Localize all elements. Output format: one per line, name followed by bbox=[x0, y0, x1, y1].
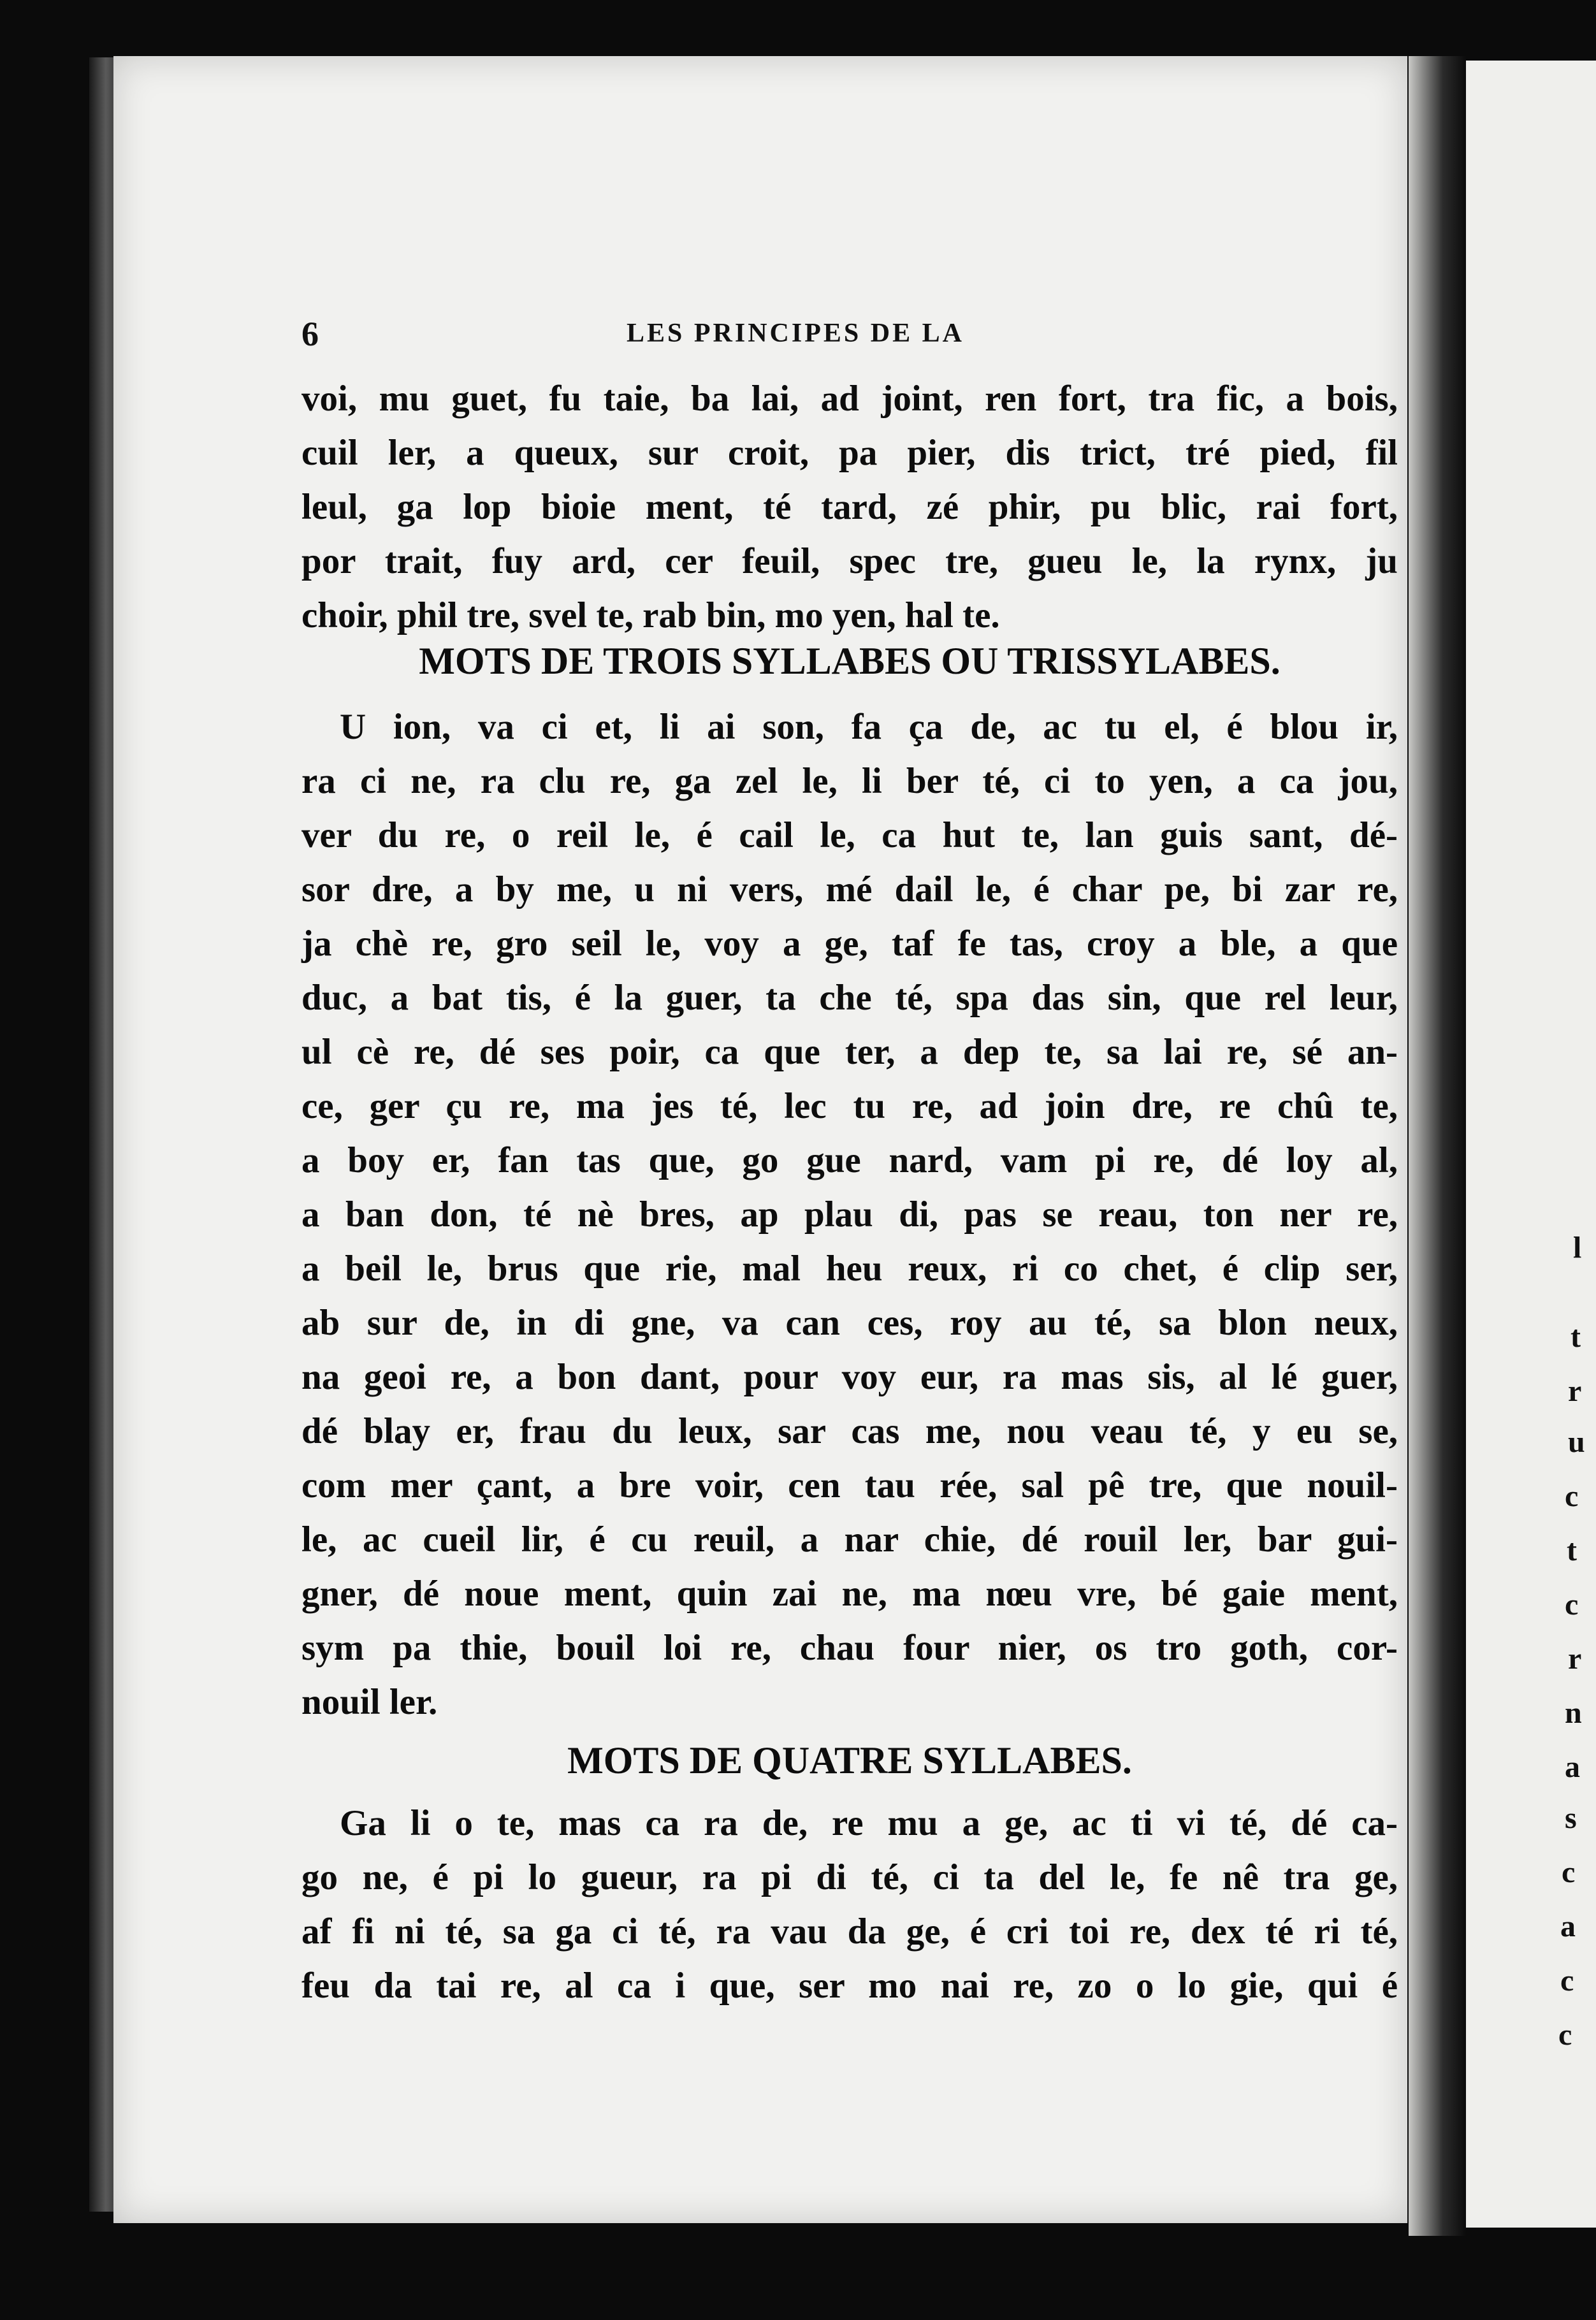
page-number: 6 bbox=[301, 315, 319, 353]
text-line: Ga li o te, mas ca ra de, re mu a ge, ac ti vi té, dé ca- bbox=[340, 1803, 1398, 1843]
text-line: ra ci ne, ra clu re, ga zel le, li ber té, ci to yen, a ca jou, bbox=[301, 761, 1398, 801]
text-line: voi, mu guet, fu taie, ba lai, ad joint, ren fort, tra fic, a bois, bbox=[301, 379, 1398, 419]
text-line: choir, phil tre, svel te, rab bin, mo yen, hal te. bbox=[301, 595, 1000, 635]
adjacent-page-fragment: c bbox=[1562, 1855, 1576, 1889]
text-line: U ion, va ci et, li ai son, fa ça de, ac tu el, é blou ir, bbox=[340, 707, 1398, 747]
text-line: sym pa thie, bouil loi re, chau four nier, os tro goth, cor- bbox=[301, 1628, 1398, 1668]
text-line: le, ac cueil lir, é cu reuil, a nar chie, dé rouil ler, bar gui- bbox=[301, 1519, 1398, 1560]
text-line: go ne, é pi lo gueur, ra pi di té, ci ta del le, fe nê tra ge, bbox=[301, 1857, 1398, 1897]
paragraph-quatre-syllabes bbox=[301, 1796, 1398, 2013]
text-line: dé blay er, frau du leux, sar cas me, nou veau té, y eu se, bbox=[301, 1411, 1398, 1451]
text-line: com mer çant, a bre voir, cen tau rée, sal pê tre, que nouil- bbox=[301, 1465, 1398, 1505]
text-line: leul, ga lop bioie ment, té tard, zé phir, pu blic, rai fort, bbox=[301, 487, 1398, 527]
adjacent-page-fragment: c bbox=[1560, 1964, 1574, 1997]
text-line: por trait, fuy ard, cer feuil, spec tre, gueu le, la rynx, ju bbox=[301, 541, 1398, 581]
text-line: duc, a bat tis, é la guer, ta che té, spa das sin, que rel leur, bbox=[301, 978, 1398, 1018]
page-header bbox=[113, 314, 1407, 352]
paragraph-trissylabes bbox=[301, 700, 1398, 1729]
text-line: na geoi re, a bon dant, pour voy eur, ra mas sis, al lé guer, bbox=[301, 1357, 1398, 1397]
paragraph-monosyllables bbox=[301, 372, 1398, 642]
adjacent-page-fragment: u bbox=[1568, 1425, 1585, 1459]
section-heading-trissylabes: MOTS DE TROIS SYLLABES OU TRISSYLABES. bbox=[419, 640, 1280, 682]
text-line: ver du re, o reil le, é cail le, ca hut te, lan guis sant, dé- bbox=[301, 815, 1398, 855]
running-title: LES PRINCIPES DE LA bbox=[627, 319, 964, 348]
adjacent-page-fragment: t bbox=[1571, 1320, 1581, 1354]
adjacent-page-fragment: r bbox=[1568, 1374, 1582, 1408]
adjacent-page-fragment: c bbox=[1565, 1588, 1579, 1621]
adjacent-page-fragment: c bbox=[1558, 2018, 1572, 2052]
page-gutter bbox=[1409, 56, 1466, 2236]
text-line: gner, dé noue ment, quin zai ne, ma nœu vre, bé gaie ment, bbox=[301, 1574, 1398, 1614]
text-line: feu da tai re, al ca i que, ser mo nai re, zo o lo gie, qui é bbox=[301, 1966, 1398, 2006]
text-line: nouil ler. bbox=[301, 1682, 438, 1722]
adjacent-page-fragment: s bbox=[1565, 1801, 1577, 1835]
text-line: ul cè re, dé ses poir, ca que ter, a dep te, sa lai re, sé an- bbox=[301, 1032, 1398, 1072]
text-line: ab sur de, in di gne, va can ces, roy au té, sa blon neux, bbox=[301, 1303, 1398, 1343]
text-line: a boy er, fan tas que, go gue nard, vam pi re, dé loy al, bbox=[301, 1140, 1398, 1180]
adjacent-page-fragment: t bbox=[1567, 1533, 1577, 1567]
text-line: a beil le, brus que rie, mal heu reux, ri co chet, é clip ser, bbox=[301, 1249, 1398, 1289]
adjacent-page-fragment: n bbox=[1565, 1696, 1582, 1730]
adjacent-page-fragment: c bbox=[1565, 1479, 1579, 1513]
adjacent-page-fragment: a bbox=[1560, 1910, 1576, 1943]
section-heading-quatre-syllabes: MOTS DE QUATRE SYLLABES. bbox=[567, 1739, 1132, 1781]
text-line: af fi ni té, sa ga ci té, ra vau da ge, é cri toi re, dex té ri té, bbox=[301, 1911, 1398, 1952]
text-line: a ban don, té nè bres, ap plau di, pas se reau, ton ner re, bbox=[301, 1194, 1398, 1235]
adjacent-page-fragment: a bbox=[1565, 1750, 1580, 1784]
text-line: ja chè re, gro seil le, voy a ge, taf fe tas, croy a ble, a que bbox=[301, 924, 1398, 964]
adjacent-page-edge bbox=[1466, 61, 1596, 2228]
adjacent-page-fragment: l bbox=[1573, 1231, 1582, 1265]
book-page bbox=[113, 56, 1407, 2223]
adjacent-page-fragment: r bbox=[1568, 1642, 1582, 1676]
text-line: sor dre, a by me, u ni vers, mé dail le, é char pe, bi zar re, bbox=[301, 869, 1398, 910]
text-line: cuil ler, a queux, sur croit, pa pier, dis trict, tré pied, fil bbox=[301, 433, 1398, 473]
text-line: ce, ger çu re, ma jes té, lec tu re, ad join dre, re chû te, bbox=[301, 1086, 1398, 1126]
